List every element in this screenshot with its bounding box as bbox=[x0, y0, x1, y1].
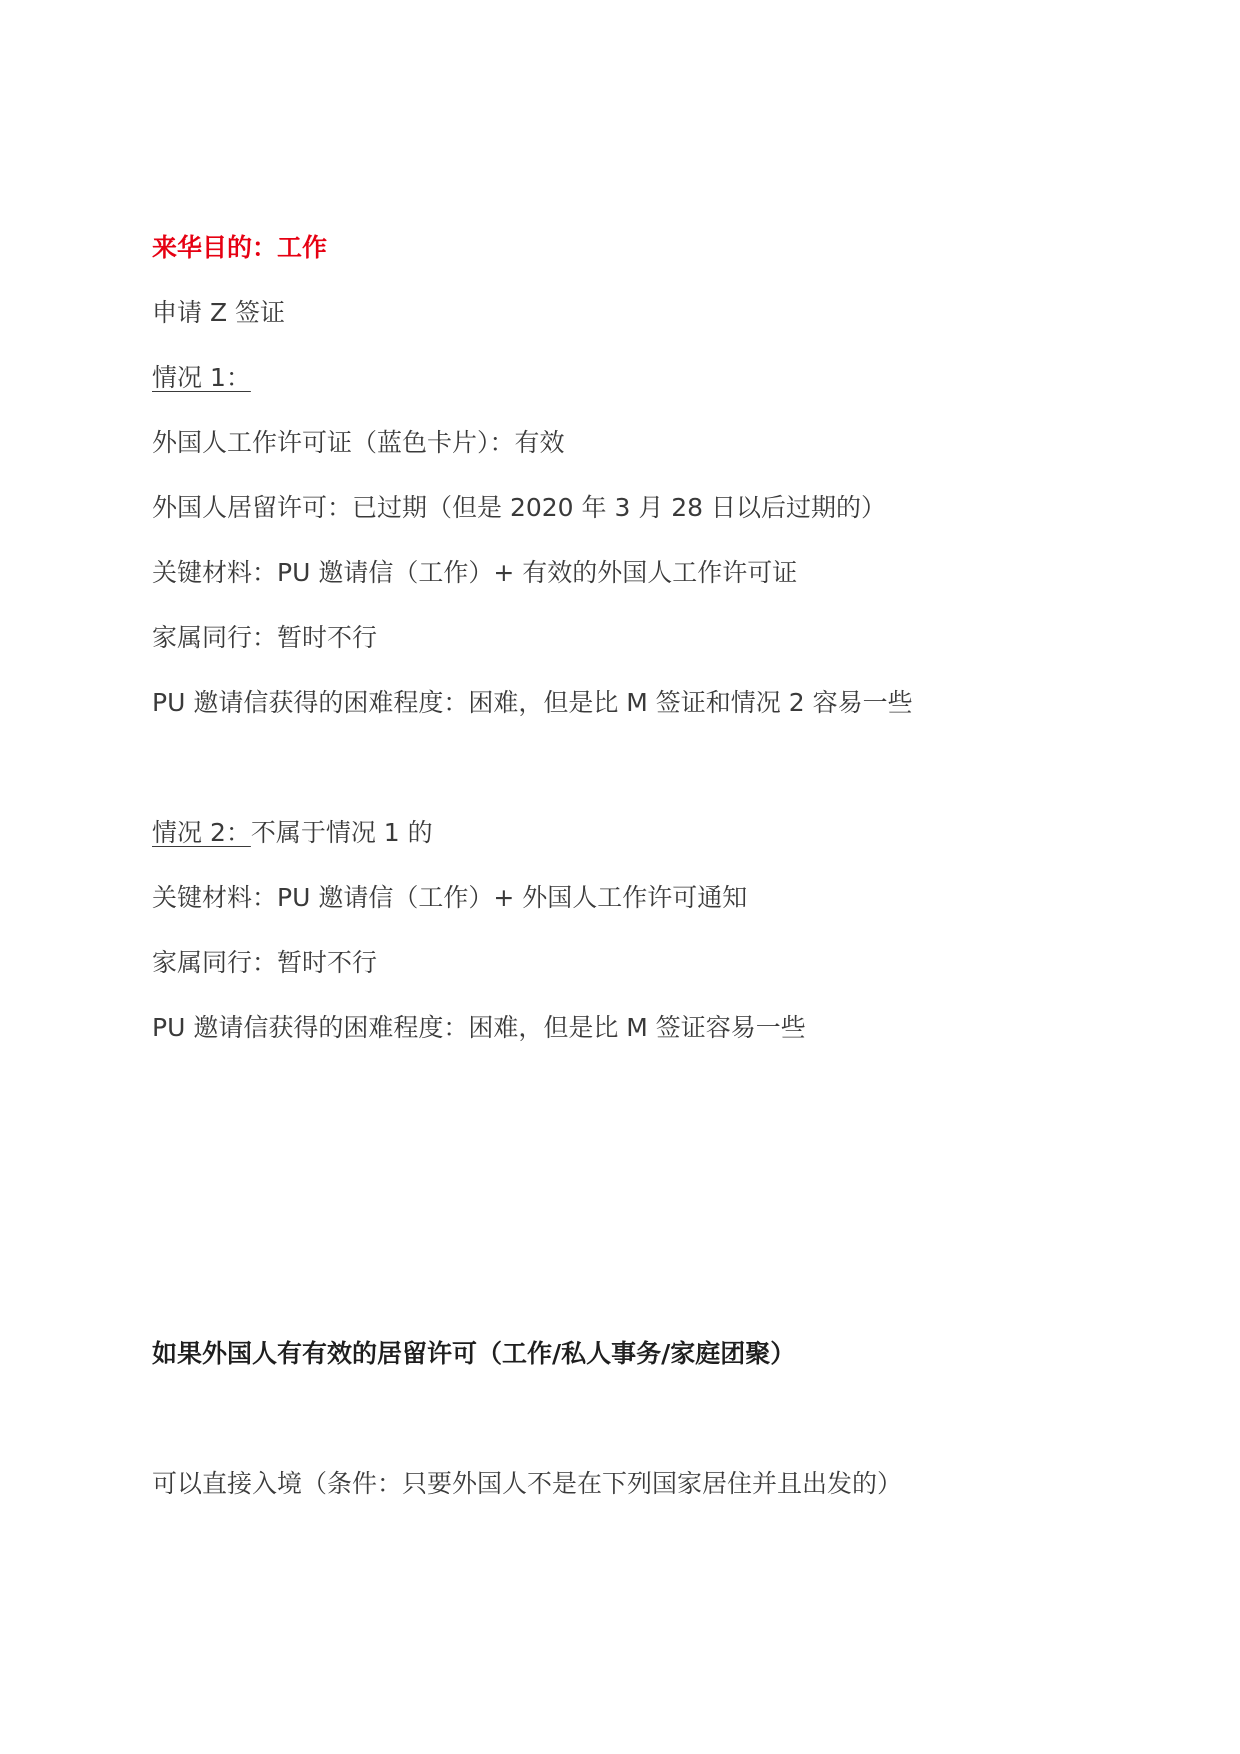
case2-family: 家属同行：暂时不行 bbox=[152, 948, 378, 977]
case1-label: 情况 1： bbox=[152, 363, 251, 392]
case1-work-permit: 外国人工作许可证（蓝色卡片）：有效 bbox=[152, 428, 565, 457]
case1-key-materials: 关键材料：PU 邀请信（工作）+ 有效的外国人工作许可证 bbox=[152, 558, 798, 587]
residence-note: 可以直接入境（条件：只要外国人不是在下列国家居住并且出发的） bbox=[152, 1469, 903, 1498]
case2-key-materials: 关键材料：PU 邀请信（工作）+ 外国人工作许可通知 bbox=[152, 883, 748, 912]
section-title-residence: 如果外国人有有效的居留许可（工作/私人事务/家庭团聚） bbox=[152, 1339, 796, 1368]
case2-heading bbox=[152, 816, 433, 850]
visa-type: 申请 Z 签证 bbox=[152, 298, 286, 327]
case1-family: 家属同行：暂时不行 bbox=[152, 623, 378, 652]
section-title-work: 来华目的：工作 bbox=[152, 233, 328, 262]
case2-difficulty: PU 邀请信获得的困难程度：困难，但是比 M 签证容易一些 bbox=[152, 1013, 806, 1042]
case1-residence-permit: 外国人居留许可：已过期（但是 2020 年 3 月 28 日以后过期的） bbox=[152, 493, 887, 522]
case2-label-suffix: 不属于情况 1 的 bbox=[250, 818, 433, 847]
case1-heading bbox=[152, 361, 251, 395]
case1-difficulty: PU 邀请信获得的困难程度：困难，但是比 M 签证和情况 2 容易一些 bbox=[152, 688, 913, 717]
case2-label: 情况 2： bbox=[152, 818, 251, 847]
